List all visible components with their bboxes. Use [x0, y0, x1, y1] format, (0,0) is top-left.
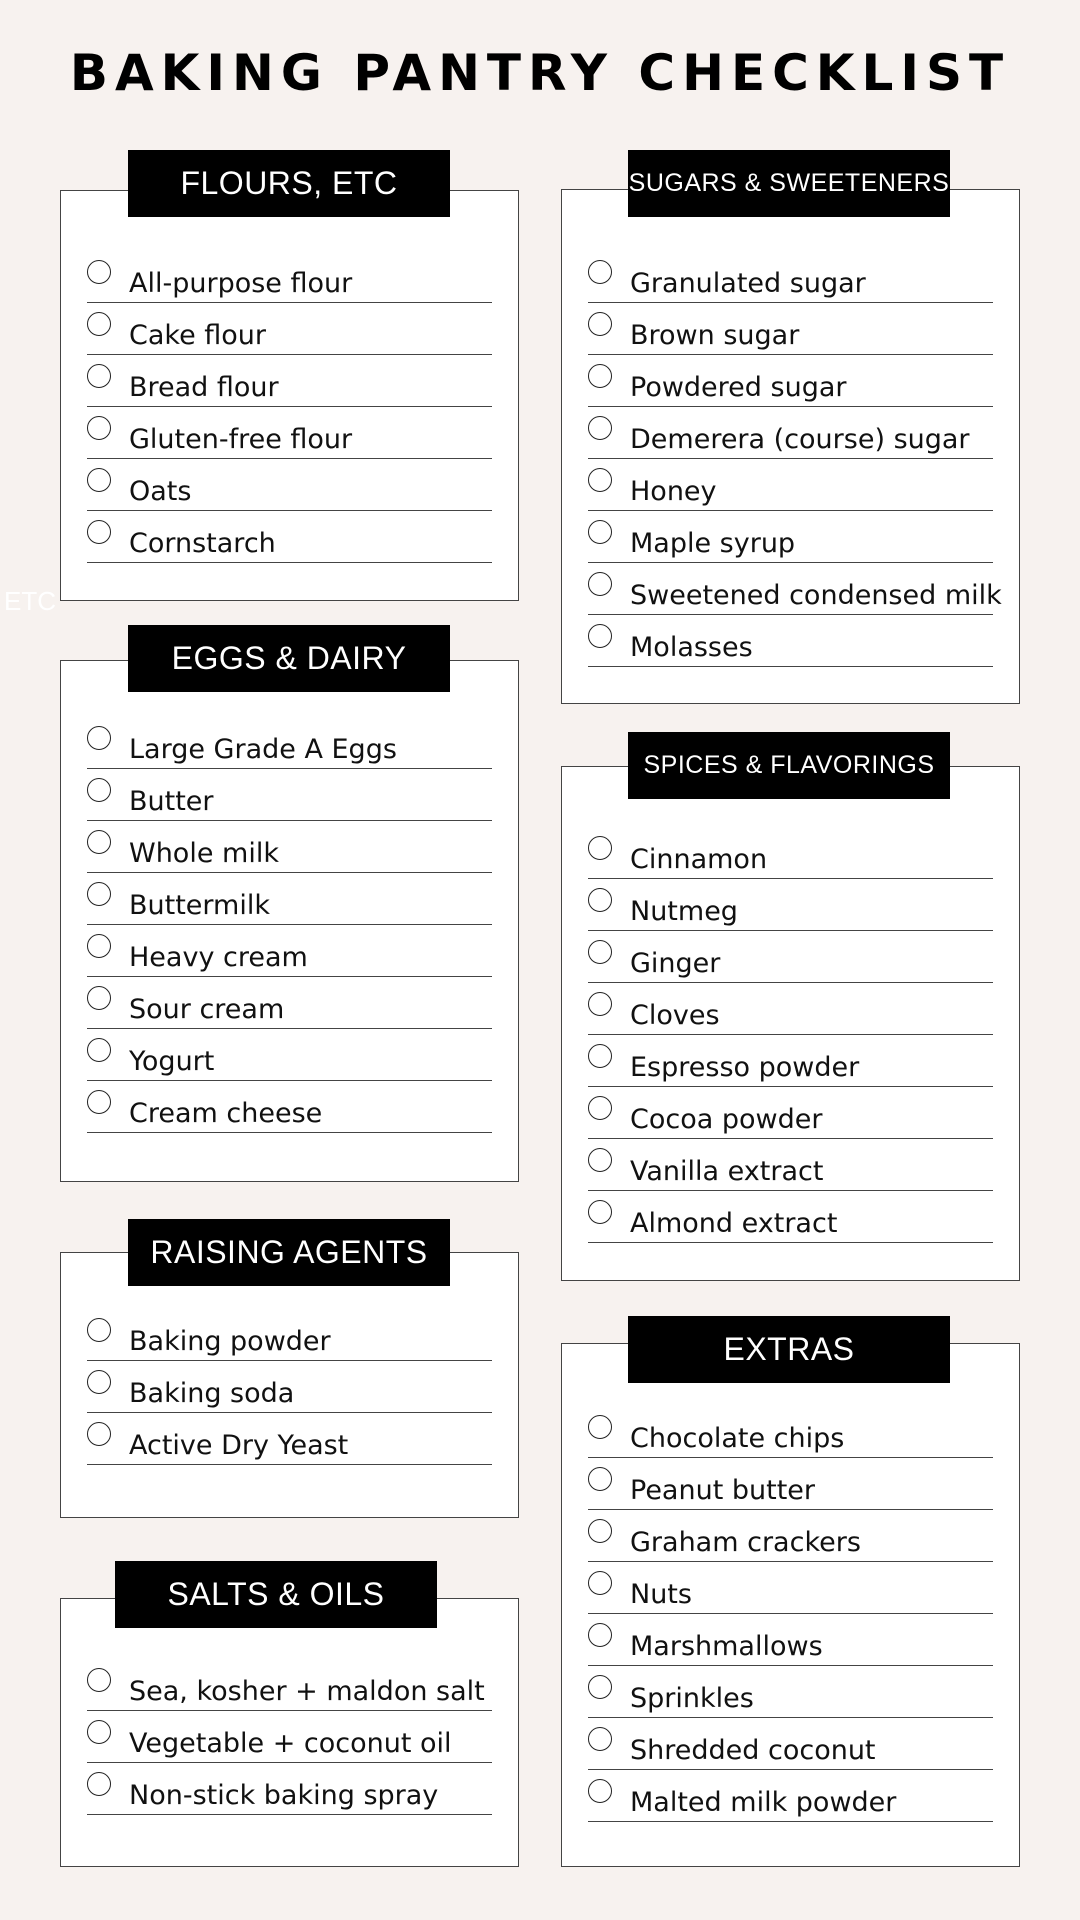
checklist-item[interactable] [588, 1139, 993, 1191]
section-heading-raising-agents: RAISING AGENTS [128, 1219, 450, 1286]
checklist-item[interactable] [588, 931, 993, 983]
checklist-item[interactable] [588, 1035, 993, 1087]
checkbox-circle-icon[interactable] [588, 1623, 612, 1647]
checklist-item[interactable] [588, 303, 993, 355]
checklist-item[interactable] [87, 407, 492, 459]
checkbox-circle-icon[interactable] [87, 416, 111, 440]
checkbox-circle-icon[interactable] [588, 1519, 612, 1543]
checklist-item-label: Molasses [630, 632, 753, 663]
section-salts-oils [60, 1598, 519, 1867]
checklist-item[interactable] [588, 1614, 993, 1666]
checklist-item[interactable] [588, 615, 993, 667]
checklist-item[interactable] [87, 1659, 492, 1711]
checkbox-circle-icon[interactable] [87, 1668, 111, 1692]
section-spices [561, 766, 1020, 1281]
checkbox-circle-icon[interactable] [588, 364, 612, 388]
checklist-item-label: Sweetened condensed milk [630, 580, 1002, 611]
checkbox-circle-icon[interactable] [87, 1090, 111, 1114]
section-eggs-dairy [60, 660, 519, 1182]
checklist-item[interactable] [588, 511, 993, 563]
checklist [588, 251, 1002, 667]
checklist-item-label: Peanut butter [630, 1475, 816, 1506]
checklist-item[interactable] [588, 879, 993, 931]
checklist-item[interactable] [588, 1510, 993, 1562]
checklist-item-label: Heavy cream [129, 942, 308, 973]
checklist-item[interactable] [588, 1406, 993, 1458]
checkbox-circle-icon[interactable] [87, 882, 111, 906]
checklist-item[interactable] [87, 925, 492, 977]
checkbox-circle-icon[interactable] [588, 260, 612, 284]
checklist-item-label: Nutmeg [630, 896, 738, 927]
checklist-item-label: Yogurt [129, 1046, 215, 1077]
checkbox-circle-icon[interactable] [87, 1318, 111, 1342]
checklist-item[interactable] [588, 407, 993, 459]
checklist-item[interactable] [87, 1361, 492, 1413]
section-heading-sugars: SUGARS & SWEETENERS [628, 150, 950, 217]
checkbox-circle-icon[interactable] [588, 416, 612, 440]
section-heading-salts-oils: SALTS & OILS [115, 1561, 437, 1628]
checkbox-circle-icon[interactable] [588, 1415, 612, 1439]
checklist-item-label: Cinnamon [630, 844, 768, 875]
checklist-item-label: Vegetable + coconut oil [129, 1728, 452, 1759]
checklist [588, 1406, 993, 1822]
checklist-item-label: Espresso powder [630, 1052, 860, 1083]
checklist-item-label: Vanilla extract [630, 1156, 824, 1187]
checklist-item-label: Powdered sugar [630, 372, 847, 403]
checklist [588, 827, 993, 1243]
checklist-item[interactable] [87, 1413, 492, 1465]
checkbox-circle-icon[interactable] [87, 364, 111, 388]
checkbox-circle-icon[interactable] [588, 1675, 612, 1699]
checklist-item-label: Graham crackers [630, 1527, 861, 1558]
section-sugars [561, 189, 1020, 704]
checklist-item-label: Baking soda [129, 1378, 295, 1409]
checklist-item-label: Butter [129, 786, 214, 817]
checklist-item[interactable] [588, 983, 993, 1035]
checklist-item-label: Ginger [630, 948, 721, 979]
checkbox-circle-icon[interactable] [588, 624, 612, 648]
checklist-item[interactable] [87, 511, 492, 563]
stray-text: ETC [4, 586, 56, 616]
checklist-item-label: Cornstarch [129, 528, 276, 559]
checkbox-circle-icon[interactable] [588, 572, 612, 596]
checkbox-circle-icon[interactable] [87, 1038, 111, 1062]
checklist-item-label: Large Grade A Eggs [129, 734, 397, 765]
checkbox-circle-icon[interactable] [87, 830, 111, 854]
checklist-item[interactable] [87, 717, 492, 769]
checkbox-circle-icon[interactable] [588, 888, 612, 912]
page-title: BAKING PANTRY CHECKLIST [69, 44, 1011, 102]
checkbox-circle-icon[interactable] [87, 468, 111, 492]
checklist [87, 1659, 492, 1815]
checklist-item-label: Whole milk [129, 838, 279, 869]
checklist-item[interactable] [87, 1711, 492, 1763]
checklist-item[interactable] [588, 827, 993, 879]
checklist-item[interactable] [87, 459, 492, 511]
checklist-item-label: Oats [129, 476, 192, 507]
section-heading-flours: FLOURS, ETC [128, 150, 450, 217]
checklist-item-label: Nuts [630, 1579, 692, 1610]
checklist-item-label: Active Dry Yeast [129, 1430, 349, 1461]
checkbox-circle-icon[interactable] [588, 992, 612, 1016]
checklist-item-label: Cake flour [129, 320, 267, 351]
checkbox-circle-icon[interactable] [87, 1772, 111, 1796]
checklist-item-label: All-purpose flour [129, 268, 353, 299]
checkbox-circle-icon[interactable] [588, 1779, 612, 1803]
checkbox-circle-icon[interactable] [588, 836, 612, 860]
checkbox-circle-icon[interactable] [588, 1148, 612, 1172]
checkbox-circle-icon[interactable] [87, 934, 111, 958]
checklist-item-label: Buttermilk [129, 890, 270, 921]
checklist-item-label: Cloves [630, 1000, 720, 1031]
checklist [87, 717, 492, 1133]
checklist-item-label: Cocoa powder [630, 1104, 823, 1135]
checklist [87, 251, 492, 563]
checklist-item[interactable] [588, 1087, 993, 1139]
checkbox-circle-icon[interactable] [87, 778, 111, 802]
checklist-item-label: Granulated sugar [630, 268, 866, 299]
checkbox-circle-icon[interactable] [588, 1044, 612, 1068]
checklist-item[interactable] [588, 1458, 993, 1510]
checklist-item[interactable] [588, 1562, 993, 1614]
checkbox-circle-icon[interactable] [87, 1370, 111, 1394]
checklist-item-label: Gluten-free flour [129, 424, 353, 455]
checklist-item-label: Demerera (course) sugar [630, 424, 970, 455]
checkbox-circle-icon[interactable] [87, 520, 111, 544]
checkbox-circle-icon[interactable] [588, 468, 612, 492]
checkbox-circle-icon[interactable] [87, 260, 111, 284]
checklist-item[interactable] [588, 1718, 993, 1770]
checkbox-circle-icon[interactable] [87, 1422, 111, 1446]
checklist-item[interactable] [588, 251, 993, 303]
checkbox-circle-icon[interactable] [87, 312, 111, 336]
checklist-item[interactable] [588, 1666, 993, 1718]
checkbox-circle-icon[interactable] [588, 312, 612, 336]
checkbox-circle-icon[interactable] [588, 520, 612, 544]
checklist-item-label: Almond extract [630, 1208, 838, 1239]
checklist-item-label: Malted milk powder [630, 1787, 897, 1818]
checkbox-circle-icon[interactable] [87, 986, 111, 1010]
checklist-item-label: Chocolate chips [630, 1423, 845, 1454]
checklist-item[interactable] [87, 1763, 492, 1815]
checklist [87, 1309, 492, 1465]
section-heading-eggs-dairy: EGGS & DAIRY [128, 625, 450, 692]
checklist-item[interactable] [87, 769, 492, 821]
checklist-item[interactable] [87, 251, 492, 303]
checklist-item[interactable] [87, 873, 492, 925]
checkbox-circle-icon[interactable] [87, 1720, 111, 1744]
checklist-item-label: Cream cheese [129, 1098, 323, 1129]
checklist-item-label: Shredded coconut [630, 1735, 876, 1766]
checklist-item[interactable] [87, 1081, 492, 1133]
checklist-item[interactable] [87, 977, 492, 1029]
checklist-item-label: Non-stick baking spray [129, 1780, 439, 1811]
checklist-item[interactable] [87, 303, 492, 355]
checkbox-circle-icon[interactable] [588, 1571, 612, 1595]
checklist-item-label: Sea, kosher + maldon salt [129, 1676, 485, 1707]
checklist-item[interactable] [588, 1191, 993, 1243]
checklist-item-label: Marshmallows [630, 1631, 823, 1662]
checkbox-circle-icon[interactable] [588, 1200, 612, 1224]
checklist-item-label: Honey [630, 476, 717, 507]
checkbox-circle-icon[interactable] [588, 1096, 612, 1120]
checkbox-circle-icon[interactable] [87, 726, 111, 750]
checklist-item-label: Brown sugar [630, 320, 800, 351]
checklist-item[interactable] [87, 355, 492, 407]
checklist-item[interactable] [588, 1770, 993, 1822]
checklist-item-label: Sour cream [129, 994, 285, 1025]
checkbox-circle-icon[interactable] [588, 940, 612, 964]
checkbox-circle-icon[interactable] [588, 1727, 612, 1751]
section-extras [561, 1343, 1020, 1867]
section-flours [60, 190, 519, 601]
section-heading-spices: SPICES & FLAVORINGS [628, 732, 950, 799]
section-raising-agents [60, 1252, 519, 1518]
checklist-item[interactable] [588, 459, 993, 511]
section-heading-extras: EXTRAS [628, 1316, 950, 1383]
checklist-item-label: Baking powder [129, 1326, 331, 1357]
checklist-item[interactable] [87, 1029, 492, 1081]
checklist-item-label: Bread flour [129, 372, 279, 403]
checkbox-circle-icon[interactable] [588, 1467, 612, 1491]
checklist-item[interactable] [87, 1309, 492, 1361]
checklist-item[interactable] [87, 821, 492, 873]
checklist-item[interactable] [588, 355, 993, 407]
checklist-item-label: Sprinkles [630, 1683, 754, 1714]
checklist-item[interactable] [588, 563, 1002, 615]
checklist-item-label: Maple syrup [630, 528, 796, 559]
